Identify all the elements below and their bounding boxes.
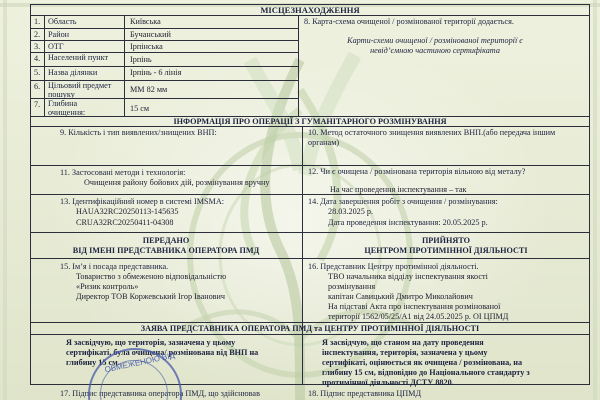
imsma-id-1: HAUA32RC20250113-145635: [76, 207, 179, 216]
handover-left-title: ПЕРЕДАНО: [142, 236, 190, 245]
item-13-label: 13. Ідентифікаційний номер в системі IMSMA:: [60, 197, 225, 206]
row-label: Район: [48, 30, 70, 39]
inspector-role: ТВО начальника відділу інспектування якості: [328, 272, 488, 281]
item-16-label: 16. Представник Центру протимінної діяльності.: [308, 262, 479, 271]
imsma-id-2: CRUA32RC20250411-04308: [76, 218, 174, 227]
rule: [30, 126, 590, 127]
operator-director: Директор ТОВ Коржевський Ігор Іванович: [76, 292, 226, 301]
district-value: Бучанський: [130, 30, 171, 39]
operation-title: ІНФОРМАЦІЯ ПРО ОПЕРАЦІЇ З ГУМАНІТАРНОГО РОЗМІНУВАННЯ: [173, 117, 447, 126]
item-15-label: 15. Ім’я і посада представника.: [60, 262, 169, 271]
center-statement-line: глибину 15 см, відповідно до Національного стандарту з: [322, 368, 530, 377]
map-note: Карти-схеми очищеної / розмінованої території є невід’ємною частиною сертифіката: [347, 36, 523, 55]
row-num: 5.: [34, 68, 41, 77]
operator-statement-line: Я засвідчую, що територія, зазначена у цьому: [66, 338, 236, 347]
row-label: ОТГ: [48, 42, 64, 51]
row-num: 7.: [34, 100, 41, 109]
rule: [298, 15, 299, 116]
operator-statement-line: глибину 15 см.: [66, 358, 120, 367]
completion-date: 28.03.2025 р.: [328, 207, 374, 216]
item-11-value: Очищення району бойових дій, розмінування вручну: [84, 178, 270, 187]
operator-company: Товариство з обмеженою відповідальністю: [76, 272, 227, 281]
row-label: Глибина очищення:: [48, 99, 86, 117]
site-name-value: Ірпінь - 6 лінія: [130, 68, 182, 77]
rule: [30, 194, 590, 195]
item-12-value: На час проведення інспектування – так: [330, 185, 467, 194]
rule: [30, 165, 590, 166]
row-num: 6.: [34, 82, 41, 91]
handover-right-subtitle: ЦЕНТРОМ ПРОТИМІННОЇ ДІЯЛЬНОСТІ: [364, 246, 528, 255]
item-17-label: 17. Підпис представника оператора ПМД, що здійснював: [60, 389, 260, 398]
center-statement-line: інспектування, територія, зазначена у цьому: [322, 348, 488, 357]
rule: [30, 4, 31, 116]
rule: [30, 28, 298, 29]
operator-statement-line: сертифікаті, була очищена/ розмінована від ВНП на: [66, 348, 259, 357]
handover-left-subtitle: ВІД ІМЕНІ ПРЕДСТАВНИКА ОПЕРАТОРА ПМД: [72, 246, 260, 255]
item-18-label: 18. Підпис представника ЦПМД: [308, 389, 422, 398]
inspection-act-number: території 1562/05/25/А1 від 24.05.2025 р. ОІ ЦПМД: [328, 312, 509, 321]
rule: [30, 15, 590, 16]
depth-value: 15 см: [130, 104, 150, 113]
statements-title: ЗАЯВА ПРЕДСТАВНИКА ОПЕРАТОРА ПМД та ЦЕНТРУ ПРОТИМІННОЇ ДІЯЛЬНОСТІ: [140, 324, 480, 333]
row-num: 3.: [34, 42, 41, 51]
rule: [30, 232, 590, 233]
item-11-label: 11. Застосовані методи і технологія:: [60, 168, 186, 177]
rule: [30, 322, 590, 323]
center-statement-line: протимінної діяльності ДСТУ 8820.: [322, 378, 454, 387]
row-num: 4.: [34, 54, 41, 63]
rule: [30, 66, 298, 67]
item-14-completion-label: 14. Дата завершення робіт з очищення / розмінування:: [308, 197, 498, 206]
inspector-role-cont: розмінування: [328, 282, 376, 291]
item-12-label: 12. Чи є очищена / розмінована територія вільною від металу?: [308, 167, 526, 176]
center-statement-line: сертифікаті, оцінюється як очищена / розмінована, на: [322, 358, 523, 367]
stamp-text: ОБМЕЖЕНОЮ ВІД: [103, 350, 176, 375]
region-value: Київська: [130, 17, 161, 26]
inspector-name: капітан Савицький Дмитро Миколайович: [328, 292, 473, 301]
target-value: ММ 82 мм: [130, 85, 168, 94]
handover-right-title: ПРИЙНЯТО: [421, 236, 471, 245]
row-label: Область: [48, 17, 77, 26]
inspection-act: На підставі Акта про інспектування розмінованої: [328, 302, 501, 311]
rule: [30, 40, 298, 41]
row-num: 2.: [34, 30, 41, 39]
row-num: 1.: [34, 17, 41, 26]
map-title: 8. Карта-схема очищеної / розмінованої території додається.: [304, 17, 514, 26]
row-label: Назва ділянки: [48, 68, 98, 77]
settlement-value: Ірпінь: [130, 55, 152, 64]
community-value: Ірпінська: [130, 42, 163, 51]
operator-company-name: «Ризик контроль»: [76, 282, 139, 291]
row-label: Цільовий предмет пошуку: [48, 81, 112, 99]
rule: [30, 258, 590, 259]
location-title: МІСЦЕЗНАХОДЖЕННЯ: [260, 5, 360, 15]
item-9: 9. Кількість і тип виявлених/знищених ВНП:: [60, 128, 217, 137]
center-statement-line: Я засвідчую, що станом на дату проведення: [322, 338, 484, 347]
rule: [30, 334, 590, 335]
item-10: 10. Метод остаточного знищення виявлених ВНП.(або передача іншим органам): [308, 128, 556, 147]
inspection-date: Дата проведення інспектування: 20.05.2025 р.: [328, 218, 488, 227]
row-label: Населений пункт: [48, 53, 109, 62]
